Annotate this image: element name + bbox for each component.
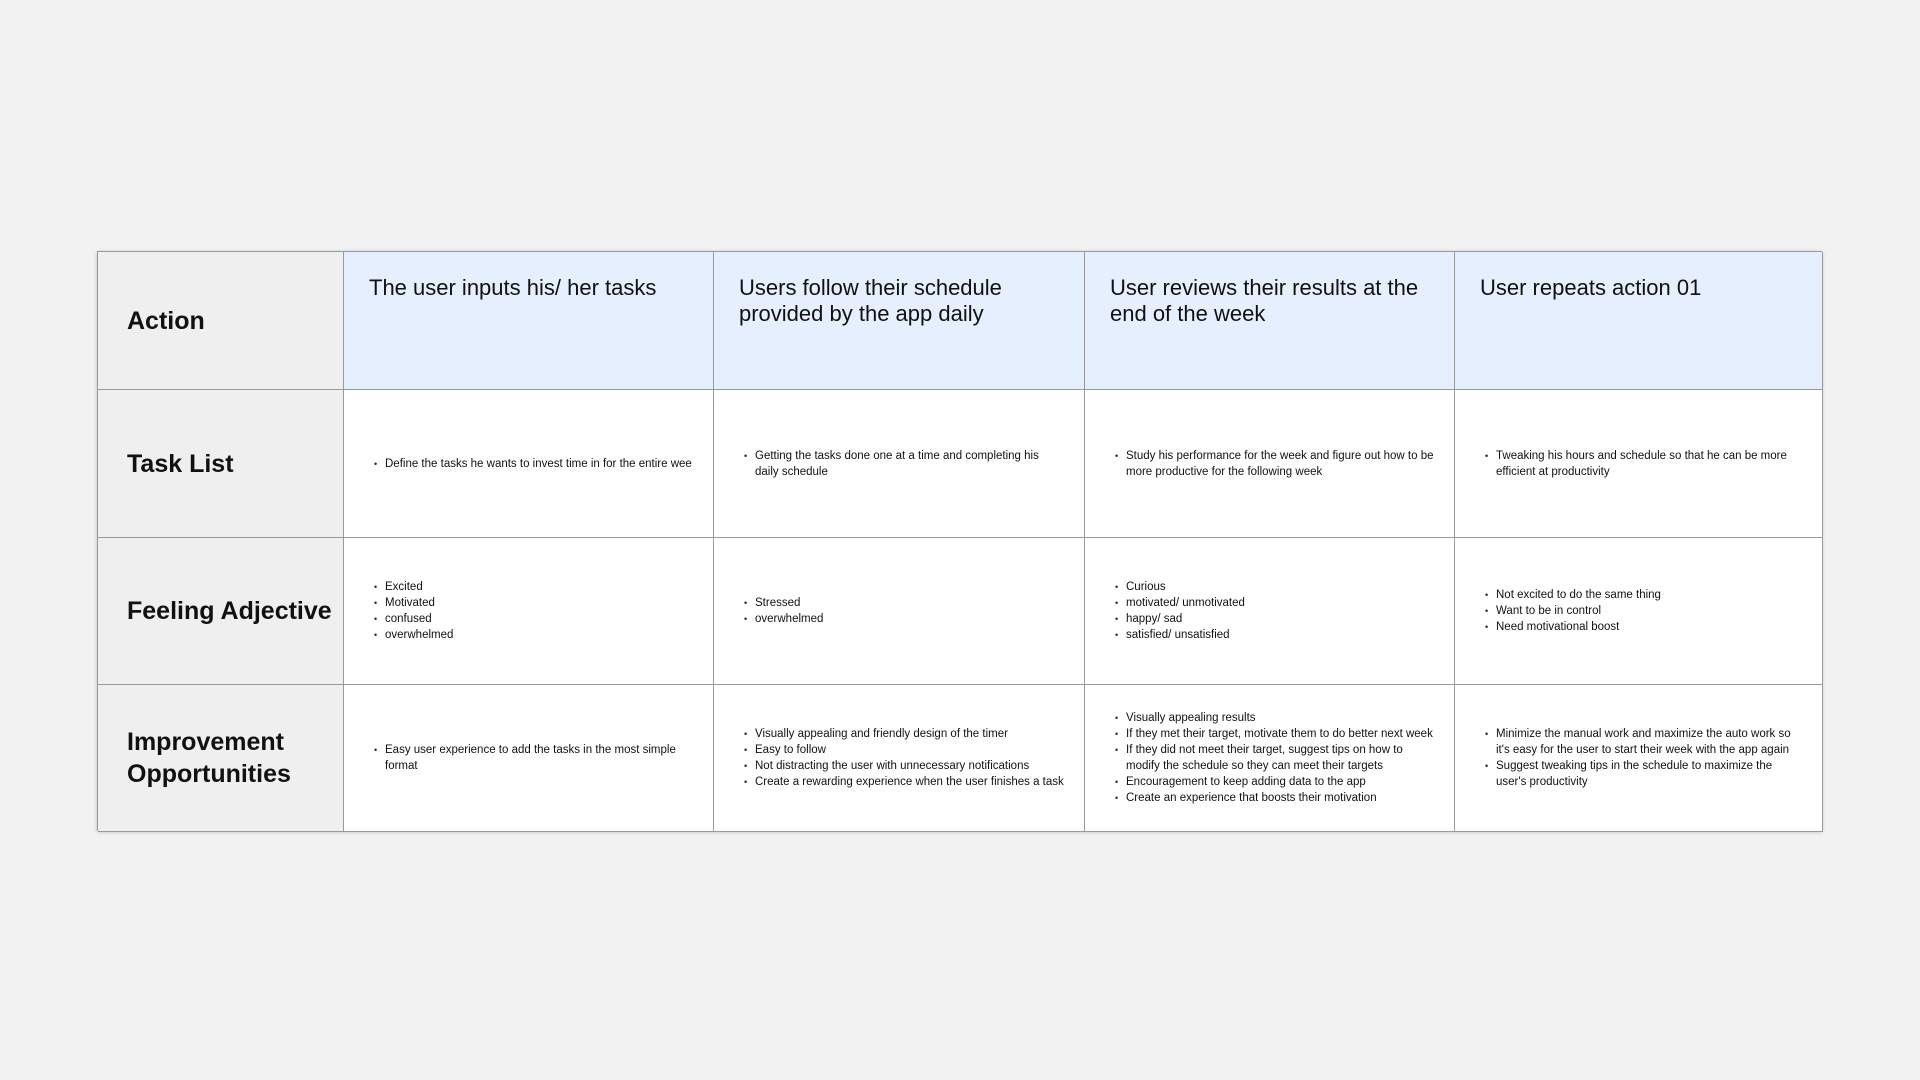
list-item: • Getting the tasks done one at a time and completing his daily schedule (744, 448, 1064, 480)
row-label-feeling-adjective (98, 538, 344, 685)
action-cell-2 (714, 252, 1085, 390)
list-item: • Define the tasks he wants to invest time in for the entire wee (374, 456, 693, 472)
bullet-list (1115, 448, 1434, 480)
bullet-list (374, 579, 693, 643)
list-item: • Create a rewarding experience when the user finishes a task (744, 774, 1064, 790)
feeling-cell-1 (344, 538, 714, 685)
bullet-list (1485, 726, 1802, 790)
action-text: The user inputs his/ her tasks (369, 275, 657, 300)
row-label-text: Feeling Adjective (127, 597, 332, 625)
action-text: User reviews their results at the end of the week (1110, 275, 1419, 326)
feeling-cell-4 (1455, 538, 1823, 685)
bullet-list (1115, 579, 1434, 643)
list-item: • Motivated (374, 595, 693, 611)
feeling-cell-2 (714, 538, 1085, 685)
task-list-cell-2 (714, 390, 1085, 538)
list-item: • Not excited to do the same thing (1485, 587, 1802, 603)
bullet-list (374, 742, 693, 774)
bullet-list (374, 456, 693, 472)
list-item: • Easy to follow (744, 742, 1064, 758)
task-list-cell-4 (1455, 390, 1823, 538)
action-cell-1 (344, 252, 714, 390)
row-label-action (98, 252, 344, 390)
list-item: • overwhelmed (744, 611, 1064, 627)
list-item: • Stressed (744, 595, 1064, 611)
bullet-list (1485, 448, 1802, 480)
row-label-text: Action (127, 306, 205, 335)
list-item: • happy/ sad (1115, 611, 1434, 627)
action-cell-4 (1455, 252, 1823, 390)
list-item: • Curious (1115, 579, 1434, 595)
list-item: • Not distracting the user with unnecessary notifications (744, 758, 1064, 774)
task-list-cell-3 (1085, 390, 1455, 538)
user-journey-table (97, 251, 1822, 831)
list-item: • Create an experience that boosts their motivation (1115, 790, 1434, 806)
action-text: User repeats action 01 (1480, 275, 1702, 300)
improvement-cell-3 (1085, 685, 1455, 832)
row-label-text: Improvement Opportunities (127, 728, 291, 788)
list-item: • overwhelmed (374, 627, 693, 643)
bullet-list (744, 448, 1064, 480)
improvement-cell-4 (1455, 685, 1823, 832)
list-item: • If they met their target, motivate them to do better next week (1115, 726, 1434, 742)
list-item: • Excited (374, 579, 693, 595)
bullet-list (1485, 587, 1802, 635)
row-label-improvement-opportunities (98, 685, 344, 832)
list-item: • Minimize the manual work and maximize the auto work so it's easy for the user to start their week with the app again (1485, 726, 1802, 758)
list-item: • Easy user experience to add the tasks in the most simple format (374, 742, 693, 774)
list-item: • Suggest tweaking tips in the schedule to maximize the user's productivity (1485, 758, 1802, 790)
list-item: • Want to be in control (1485, 603, 1802, 619)
bullet-list (744, 726, 1064, 790)
bullet-list (744, 595, 1064, 627)
list-item: • Tweaking his hours and schedule so that he can be more efficient at productivity (1485, 448, 1802, 480)
list-item: • If they did not meet their target, suggest tips on how to modify the schedule so they can meet their targets (1115, 742, 1434, 774)
list-item: • Visually appealing results (1115, 710, 1434, 726)
list-item: • motivated/ unmotivated (1115, 595, 1434, 611)
list-item: • Visually appealing and friendly design of the timer (744, 726, 1064, 742)
task-list-cell-1 (344, 390, 714, 538)
list-item: • Encouragement to keep adding data to the app (1115, 774, 1434, 790)
list-item: • Study his performance for the week and figure out how to be more productive for the following week (1115, 448, 1434, 480)
improvement-cell-2 (714, 685, 1085, 832)
action-cell-3 (1085, 252, 1455, 390)
improvement-cell-1 (344, 685, 714, 832)
bullet-list (1115, 710, 1434, 806)
list-item: • confused (374, 611, 693, 627)
action-text: Users follow their schedule provided by the app daily (739, 275, 1002, 326)
feeling-cell-3 (1085, 538, 1455, 685)
row-label-text: Task List (127, 449, 234, 478)
row-label-task-list (98, 390, 344, 538)
list-item: • satisfied/ unsatisfied (1115, 627, 1434, 643)
list-item: • Need motivational boost (1485, 619, 1802, 635)
